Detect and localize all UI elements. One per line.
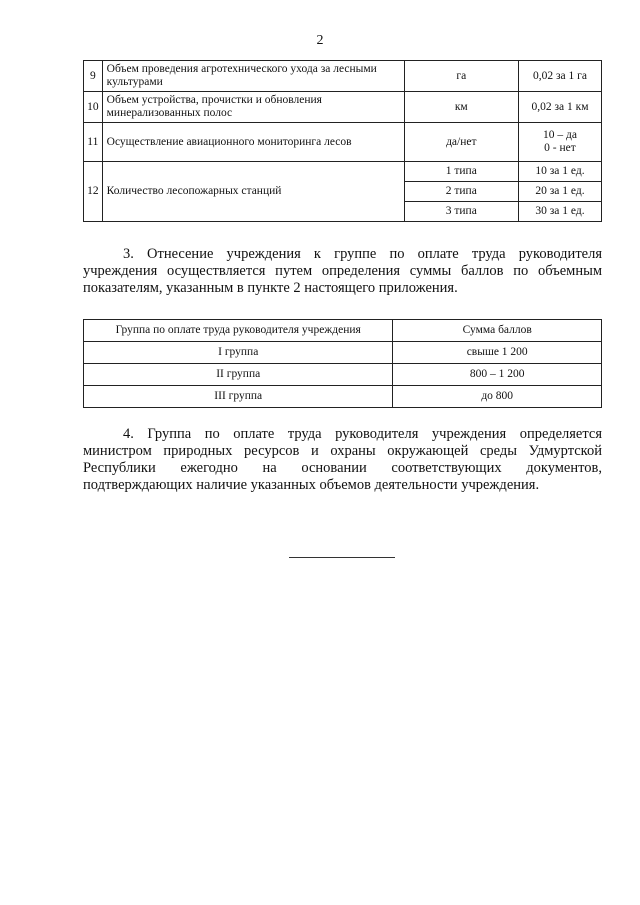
group-sum: свыше 1 200 [393, 342, 602, 364]
page-number: 2 [316, 33, 324, 48]
group-name: III группа [84, 386, 393, 408]
points-no: 0 - нет [544, 142, 576, 154]
indicator-points: 0,02 за 1 га [518, 61, 601, 92]
group-sum: до 800 [393, 386, 602, 408]
table-row [84, 61, 602, 92]
row-number: 10 [84, 92, 103, 123]
paragraph-line: Республики ежегодно на основании соответствующих документов, [83, 460, 602, 476]
indicator-points: 10 за 1 ед. [518, 162, 601, 182]
indicator-points: 0,02 за 1 км [518, 92, 601, 123]
table-row [84, 364, 602, 386]
indicators-table [83, 60, 602, 222]
column-header-sum: Сумма баллов [393, 320, 602, 342]
indicator-unit: 1 типа [404, 162, 518, 182]
paragraph-line: министром природных ресурсов и охраны окружающей среды Удмуртской [83, 443, 602, 459]
indicator-unit: да/нет [404, 123, 518, 162]
group-sum: 800 – 1 200 [393, 364, 602, 386]
points-yes: 10 – да [543, 129, 577, 141]
paragraph-line: подтверждающих наличие указанных объемов деятельности учреждения. [83, 477, 540, 493]
table-row [84, 342, 602, 364]
row-number: 11 [84, 123, 103, 162]
indicator-points [518, 123, 601, 162]
indicator-points: 30 за 1 ед. [518, 202, 601, 222]
groups-table [83, 319, 602, 408]
end-divider [289, 557, 395, 558]
indicator-name: Объем проведения агротехнического ухода за лесными культурами [102, 61, 404, 92]
indicator-unit: 2 типа [404, 182, 518, 202]
indicator-name: Объем устройства, прочистки и обновления минерализованных полос [102, 92, 404, 123]
paragraph-line: 3. Отнесение учреждения к группе по оплате труда руководителя [123, 246, 602, 262]
indicator-points: 20 за 1 ед. [518, 182, 601, 202]
paragraph-line: показателям, указанным в пункте 2 настоящего приложения. [83, 280, 458, 296]
row-number: 12 [84, 162, 103, 222]
group-name: I группа [84, 342, 393, 364]
row-number: 9 [84, 61, 103, 92]
indicator-name: Осуществление авиационного мониторинга лесов [102, 123, 404, 162]
table-row [84, 386, 602, 408]
table-row [84, 92, 602, 123]
column-header-group: Группа по оплате труда руководителя учреждения [84, 320, 393, 342]
paragraph-4 [83, 426, 602, 494]
paragraph-line: 4. Группа по оплате труда руководителя учреждения определяется [123, 426, 602, 442]
table-row [84, 162, 602, 182]
table-header-row [84, 320, 602, 342]
indicator-unit: км [404, 92, 518, 123]
paragraph-3 [83, 246, 602, 297]
group-name: II группа [84, 364, 393, 386]
paragraph-line: учреждения осуществляется путем определения суммы баллов по объемным [83, 263, 602, 279]
table-row [84, 123, 602, 162]
indicator-name: Количество лесопожарных станций [102, 162, 404, 222]
indicator-unit: 3 типа [404, 202, 518, 222]
indicator-unit: га [404, 61, 518, 92]
